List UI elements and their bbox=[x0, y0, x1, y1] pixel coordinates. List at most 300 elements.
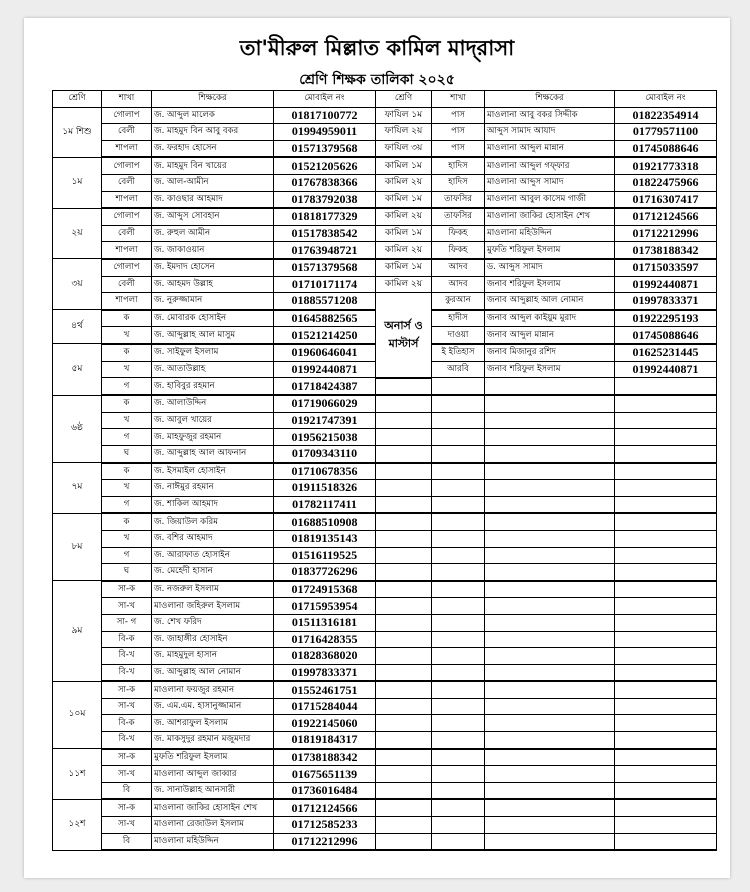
empty-cell bbox=[615, 681, 717, 698]
mobile-cell: 01921747391 bbox=[274, 412, 376, 429]
empty-cell bbox=[432, 429, 485, 446]
table-row bbox=[53, 107, 717, 124]
table-row bbox=[53, 395, 717, 412]
mobile-cell: 01712212996 bbox=[274, 833, 376, 850]
empty-cell bbox=[485, 664, 615, 681]
class-cell: ৫ম bbox=[53, 344, 102, 395]
table-row bbox=[53, 293, 717, 310]
teacher-cell: মাওলানা মহিউদ্দিন bbox=[152, 833, 274, 850]
branch-cell: গোলাপ bbox=[102, 208, 152, 225]
table-row bbox=[53, 782, 717, 799]
branch-cell: সা-খ bbox=[102, 817, 152, 834]
table-row bbox=[53, 581, 717, 598]
document-page bbox=[24, 18, 730, 878]
branch-cell: সা-ক bbox=[102, 749, 152, 766]
branch-cell: হাদিস bbox=[432, 157, 485, 174]
teacher-cell: মাওলানা আব্দুল মান্নান bbox=[485, 140, 615, 157]
table-row bbox=[53, 445, 717, 462]
class-cell: ফাযিল ২য় bbox=[376, 124, 432, 141]
teacher-cell: জনাব শরিফুল ইসলাম bbox=[485, 361, 615, 378]
teacher-cell: জ. ইসমাইল হোসাইন bbox=[152, 463, 274, 480]
table-row bbox=[53, 496, 717, 513]
teacher-cell: জ. আবুল খায়ের bbox=[152, 412, 274, 429]
teacher-cell: মাওলানা ফয়জুর রহমান bbox=[152, 681, 274, 698]
mobile-cell: 01922295193 bbox=[615, 310, 717, 327]
branch-cell: বেলী bbox=[102, 225, 152, 242]
empty-cell bbox=[432, 378, 485, 396]
branch-cell: বি-খ bbox=[102, 648, 152, 665]
empty-cell bbox=[376, 664, 432, 681]
mobile-cell: 01745088646 bbox=[615, 327, 717, 344]
empty-cell bbox=[485, 547, 615, 564]
class-cell: কামিল ২য় bbox=[376, 276, 432, 293]
branch-cell: বেলী bbox=[102, 276, 152, 293]
branch-cell: পাস bbox=[432, 107, 485, 124]
empty-cell bbox=[615, 429, 717, 446]
teacher-cell: জ. জাকাওয়ান bbox=[152, 242, 274, 259]
branch-cell: তাফসির bbox=[432, 191, 485, 208]
empty-cell bbox=[432, 681, 485, 698]
class-cell: ফাযিল ৩য় bbox=[376, 140, 432, 157]
table-row bbox=[53, 225, 717, 242]
mobile-cell: 01822475966 bbox=[615, 174, 717, 191]
branch-cell: ফিকহ bbox=[432, 225, 485, 242]
header-teacher: শিক্ষকের bbox=[152, 91, 274, 108]
empty-cell bbox=[615, 664, 717, 681]
empty-cell bbox=[376, 429, 432, 446]
page-subtitle: শ্রেণি শিক্ষক তালিকা ২০২৫ bbox=[299, 72, 455, 88]
table-row bbox=[53, 817, 717, 834]
mobile-cell: 01516119525 bbox=[274, 547, 376, 564]
empty-cell bbox=[615, 480, 717, 497]
mobile-cell: 01822354914 bbox=[615, 107, 717, 124]
table-row bbox=[53, 242, 717, 259]
empty-cell bbox=[376, 513, 432, 530]
header-branch: শাখা bbox=[102, 91, 152, 108]
empty-cell bbox=[376, 715, 432, 732]
header-teacher: শিক্ষকের bbox=[485, 91, 615, 108]
header-mobile: মোবাইল নং bbox=[615, 91, 717, 108]
teacher-cell: জ. আব্দুল মালেক bbox=[152, 107, 274, 124]
teacher-cell: জ. সানাউল্লাহ আনসারী bbox=[152, 782, 274, 799]
branch-cell: সা-ক bbox=[102, 681, 152, 698]
table-row bbox=[53, 191, 717, 208]
branch-cell: গ bbox=[102, 496, 152, 513]
mobile-cell: 01625231445 bbox=[615, 344, 717, 361]
empty-cell bbox=[485, 496, 615, 513]
branch-cell: ই ইতিহাস bbox=[432, 344, 485, 361]
branch-cell: বি-খ bbox=[102, 664, 152, 681]
table-row bbox=[53, 631, 717, 648]
mobile-cell: 01997833371 bbox=[615, 293, 717, 310]
table-row bbox=[53, 276, 717, 293]
class-cell: ৮ম bbox=[53, 513, 102, 580]
mobile-cell: 01994959011 bbox=[274, 124, 376, 141]
empty-cell bbox=[615, 445, 717, 462]
mobile-cell: 01710171174 bbox=[274, 276, 376, 293]
table-row bbox=[53, 480, 717, 497]
branch-cell: গ bbox=[102, 429, 152, 446]
branch-cell: পাস bbox=[432, 140, 485, 157]
mobile-cell: 01960646041 bbox=[274, 344, 376, 361]
table-row bbox=[53, 681, 717, 698]
empty-cell bbox=[485, 648, 615, 665]
mobile-cell: 01712124566 bbox=[274, 799, 376, 816]
teacher-cell: জ. ফরহাদ হোসেন bbox=[152, 140, 274, 157]
table-row bbox=[53, 513, 717, 530]
empty-cell bbox=[432, 833, 485, 850]
empty-cell bbox=[485, 598, 615, 615]
teacher-cell: মাওলানা আব্দুল গফ্ফার bbox=[485, 157, 615, 174]
empty-cell bbox=[485, 564, 615, 581]
class-cell: কামিল ১ম bbox=[376, 157, 432, 174]
table-row bbox=[53, 412, 717, 429]
teacher-cell: জ. নাঈমুর রহমান bbox=[152, 480, 274, 497]
mobile-cell: 01779571100 bbox=[615, 124, 717, 141]
teacher-cell: জনাব আব্দুল্লাহ আল নোমান bbox=[485, 293, 615, 310]
empty-cell bbox=[485, 480, 615, 497]
mobile-cell: 01716307417 bbox=[615, 191, 717, 208]
empty-cell bbox=[432, 530, 485, 547]
branch-cell: কুরআন bbox=[432, 293, 485, 310]
empty-cell bbox=[376, 530, 432, 547]
empty-cell bbox=[376, 412, 432, 429]
branch-cell: সা-ক bbox=[102, 799, 152, 816]
branch-cell: খ bbox=[102, 361, 152, 378]
mobile-cell: 01710678356 bbox=[274, 463, 376, 480]
teacher-cell: জ. মাহফুজুর রহমান bbox=[152, 429, 274, 446]
mobile-cell: 01819184317 bbox=[274, 732, 376, 749]
empty-cell bbox=[485, 395, 615, 412]
table-body bbox=[53, 107, 717, 850]
teacher-cell: জ. আতাউল্লাহ bbox=[152, 361, 274, 378]
class-cell: ১২শ bbox=[53, 799, 102, 850]
empty-cell bbox=[485, 766, 615, 783]
branch-cell: বেলী bbox=[102, 124, 152, 141]
branch-cell: বি bbox=[102, 782, 152, 799]
mobile-cell: 01767838366 bbox=[274, 174, 376, 191]
class-cell: ৭ম bbox=[53, 463, 102, 514]
class-cell: কামিল ১ম bbox=[376, 225, 432, 242]
table-row bbox=[53, 564, 717, 581]
empty-cell bbox=[376, 564, 432, 581]
branch-cell: খ bbox=[102, 412, 152, 429]
teacher-cell: জ. নুরুজ্জামান bbox=[152, 293, 274, 310]
empty-cell bbox=[432, 799, 485, 816]
teacher-cell: জ. জাহাঙ্গীর হোসাইন bbox=[152, 631, 274, 648]
branch-cell: শাপলা bbox=[102, 242, 152, 259]
branch-cell: বেলী bbox=[102, 174, 152, 191]
teacher-cell: জ. আল-আমীন bbox=[152, 174, 274, 191]
empty-cell bbox=[615, 631, 717, 648]
empty-cell bbox=[485, 631, 615, 648]
branch-cell: ঘ bbox=[102, 564, 152, 581]
teacher-cell: মাওলানা আব্দুল জাব্বার bbox=[152, 766, 274, 783]
empty-cell bbox=[376, 445, 432, 462]
teacher-cell: মুফতি শরিফুল ইসলাম bbox=[152, 749, 274, 766]
teacher-cell: জ. বশির আহমাদ bbox=[152, 530, 274, 547]
branch-cell: তাফসির bbox=[432, 208, 485, 225]
empty-cell bbox=[485, 513, 615, 530]
teacher-cell: মাওলানা আবুল কাসেম গাজী bbox=[485, 191, 615, 208]
class-cell: ৯ম bbox=[53, 581, 102, 682]
empty-cell bbox=[615, 799, 717, 816]
mobile-cell: 01675651139 bbox=[274, 766, 376, 783]
branch-cell: বি-ক bbox=[102, 631, 152, 648]
teacher-cell: জ. হাবিবুর রহমান bbox=[152, 378, 274, 396]
empty-cell bbox=[615, 833, 717, 850]
mobile-cell: 01521205626 bbox=[274, 157, 376, 174]
table-row bbox=[53, 463, 717, 480]
class-cell: ফাযিল ১ম bbox=[376, 107, 432, 124]
branch-cell: ফিকহ bbox=[432, 242, 485, 259]
teacher-cell: জ. মাহমুদ বিন খায়ের bbox=[152, 157, 274, 174]
mobile-cell: 01782117411 bbox=[274, 496, 376, 513]
table-header-row bbox=[53, 91, 717, 108]
empty-cell bbox=[485, 445, 615, 462]
empty-cell bbox=[432, 412, 485, 429]
table-row bbox=[53, 664, 717, 681]
class-cell: কামিল ১ম bbox=[376, 191, 432, 208]
empty-cell bbox=[376, 648, 432, 665]
mobile-cell: 01715284044 bbox=[274, 698, 376, 715]
teacher-cell: মাওলানা জাকির হোসাইন শেখ bbox=[152, 799, 274, 816]
teacher-cell: মাওলানা জাকির হোসাইন শেখ bbox=[485, 208, 615, 225]
teacher-cell: মাওলানা রেজাউল ইসলাম bbox=[152, 817, 274, 834]
teacher-cell: জ. মাহমুদুল হাসান bbox=[152, 648, 274, 665]
mobile-cell: 01736016484 bbox=[274, 782, 376, 799]
table-row bbox=[53, 124, 717, 141]
teacher-cell: মুফতি শরিফুল ইসলাম bbox=[485, 242, 615, 259]
empty-cell bbox=[615, 412, 717, 429]
empty-cell bbox=[376, 395, 432, 412]
branch-cell: ক bbox=[102, 310, 152, 327]
empty-cell bbox=[432, 766, 485, 783]
teacher-cell: জ. জিয়াউল করিম bbox=[152, 513, 274, 530]
branch-cell: শাপলা bbox=[102, 140, 152, 157]
mobile-cell: 01719066029 bbox=[274, 395, 376, 412]
teacher-cell: জ. কাওছার আহমাদ bbox=[152, 191, 274, 208]
empty-cell bbox=[432, 395, 485, 412]
branch-cell: গ bbox=[102, 378, 152, 396]
table-row bbox=[53, 698, 717, 715]
mobile-cell: 01688510908 bbox=[274, 513, 376, 530]
teacher-cell: জনাব আব্দুল মান্নান bbox=[485, 327, 615, 344]
class-cell: ১ম শিশু bbox=[53, 107, 102, 157]
empty-cell bbox=[432, 564, 485, 581]
mobile-cell: 01745088646 bbox=[615, 140, 717, 157]
empty-cell bbox=[485, 581, 615, 598]
class-cell: কামিল ২য় bbox=[376, 174, 432, 191]
mobile-cell: 01724915368 bbox=[274, 581, 376, 598]
empty-cell bbox=[376, 749, 432, 766]
empty-cell bbox=[376, 681, 432, 698]
empty-cell bbox=[376, 614, 432, 631]
table-row bbox=[53, 749, 717, 766]
branch-cell: ক bbox=[102, 395, 152, 412]
empty-cell bbox=[376, 378, 432, 396]
empty-cell bbox=[615, 749, 717, 766]
empty-cell bbox=[432, 648, 485, 665]
branch-cell: ক bbox=[102, 513, 152, 530]
header-class: শ্রেণি bbox=[376, 91, 432, 108]
empty-cell bbox=[432, 581, 485, 598]
mobile-cell: 01817100772 bbox=[274, 107, 376, 124]
class-cell: ২য় bbox=[53, 208, 102, 259]
empty-cell bbox=[376, 480, 432, 497]
empty-cell bbox=[615, 564, 717, 581]
empty-cell bbox=[432, 463, 485, 480]
mobile-cell: 01818177329 bbox=[274, 208, 376, 225]
empty-cell bbox=[376, 766, 432, 783]
teacher-cell: জ. আব্দুল্লাহ আল মাসুম bbox=[152, 327, 274, 344]
teacher-cell: জ. এম.এম. হাসানুজ্জামান bbox=[152, 698, 274, 715]
mobile-cell: 01992440871 bbox=[274, 361, 376, 378]
empty-cell bbox=[432, 732, 485, 749]
empty-cell bbox=[376, 547, 432, 564]
class-cell: ১ম bbox=[53, 157, 102, 208]
mobile-cell: 01783792038 bbox=[274, 191, 376, 208]
empty-cell bbox=[432, 698, 485, 715]
empty-cell bbox=[432, 614, 485, 631]
teacher-cell: জ. শেখ ফরিদ bbox=[152, 614, 274, 631]
branch-cell: ক bbox=[102, 344, 152, 361]
mobile-cell: 01956215038 bbox=[274, 429, 376, 446]
teacher-cell: জ. আব্দুস সোবহান bbox=[152, 208, 274, 225]
class-cell: ১১শ bbox=[53, 749, 102, 800]
empty-cell bbox=[432, 513, 485, 530]
mobile-cell: 01837726296 bbox=[274, 564, 376, 581]
branch-cell: খ bbox=[102, 530, 152, 547]
teacher-cell: জ. আরাফাত হোসাইন bbox=[152, 547, 274, 564]
branch-cell: গোলাপ bbox=[102, 157, 152, 174]
empty-cell bbox=[376, 581, 432, 598]
mobile-cell: 01921773318 bbox=[615, 157, 717, 174]
mobile-cell: 01992440871 bbox=[615, 276, 717, 293]
empty-cell bbox=[376, 782, 432, 799]
mobile-cell: 01552461751 bbox=[274, 681, 376, 698]
mobile-cell: 01715953954 bbox=[274, 598, 376, 615]
empty-cell bbox=[615, 496, 717, 513]
branch-cell: বি-খ bbox=[102, 732, 152, 749]
header-mobile: মোবাইল নং bbox=[274, 91, 376, 108]
empty-cell bbox=[485, 378, 615, 396]
mobile-cell: 01709343110 bbox=[274, 445, 376, 462]
teacher-cell: জ. মাহমুদ বিন আবু বকর bbox=[152, 124, 274, 141]
empty-cell bbox=[376, 496, 432, 513]
table-row bbox=[53, 614, 717, 631]
empty-cell bbox=[376, 817, 432, 834]
table-row bbox=[53, 715, 717, 732]
mobile-cell: 01712585233 bbox=[274, 817, 376, 834]
teacher-cell: জ. সাইফুল ইসলাম bbox=[152, 344, 274, 361]
class-cell: ৩য় bbox=[53, 259, 102, 310]
empty-cell bbox=[615, 530, 717, 547]
branch-cell: দাওয়া bbox=[432, 327, 485, 344]
empty-cell bbox=[485, 817, 615, 834]
empty-cell bbox=[432, 715, 485, 732]
empty-cell bbox=[615, 732, 717, 749]
branch-cell: হাদীস bbox=[432, 310, 485, 327]
mobile-cell: 01922145060 bbox=[274, 715, 376, 732]
teacher-cell: জ. মোবারক হোসাইন bbox=[152, 310, 274, 327]
branch-cell: ঘ bbox=[102, 445, 152, 462]
empty-cell bbox=[615, 766, 717, 783]
empty-cell bbox=[615, 817, 717, 834]
teacher-cell: ড. আব্দুস সামাদ bbox=[485, 259, 615, 276]
branch-cell: আদব bbox=[432, 276, 485, 293]
branch-cell: গ bbox=[102, 547, 152, 564]
empty-cell bbox=[485, 698, 615, 715]
branch-cell: আরবি bbox=[432, 361, 485, 378]
page-title: তা'মীরুল মিল্লাত কামিল মাদ্‌রাসা bbox=[239, 36, 515, 60]
teacher-cell: জ. আলাউদ্দিন bbox=[152, 395, 274, 412]
empty-cell bbox=[485, 732, 615, 749]
mobile-cell: 01997833371 bbox=[274, 664, 376, 681]
empty-cell bbox=[432, 782, 485, 799]
table-row bbox=[53, 833, 717, 850]
table-row bbox=[53, 766, 717, 783]
mobile-cell: 01763948721 bbox=[274, 242, 376, 259]
table-row bbox=[53, 208, 717, 225]
branch-cell: শাপলা bbox=[102, 191, 152, 208]
branch-cell: সা-খ bbox=[102, 766, 152, 783]
table-row bbox=[53, 259, 717, 276]
teacher-cell: জ. মেহেদী হাসান bbox=[152, 564, 274, 581]
teacher-cell: জনাব শরিফুল ইসলাম bbox=[485, 276, 615, 293]
branch-cell: সা-খ bbox=[102, 698, 152, 715]
teacher-cell: জ. রুহুল আমীন bbox=[152, 225, 274, 242]
empty-cell bbox=[615, 782, 717, 799]
branch-cell: গোলাপ bbox=[102, 107, 152, 124]
teacher-cell: জ. ইমদাদ হোসেন bbox=[152, 259, 274, 276]
empty-cell bbox=[485, 799, 615, 816]
mobile-cell: 01712124566 bbox=[615, 208, 717, 225]
mobile-cell: 01738188342 bbox=[615, 242, 717, 259]
empty-cell bbox=[432, 817, 485, 834]
mobile-cell: 01738188342 bbox=[274, 749, 376, 766]
empty-cell bbox=[615, 378, 717, 396]
empty-cell bbox=[376, 732, 432, 749]
empty-cell bbox=[432, 749, 485, 766]
class-cell: ১০ম bbox=[53, 681, 102, 748]
header-branch: শাখা bbox=[432, 91, 485, 108]
table-row bbox=[53, 157, 717, 174]
empty-cell bbox=[432, 445, 485, 462]
mobile-cell: 01716428355 bbox=[274, 631, 376, 648]
empty-cell bbox=[615, 715, 717, 732]
teacher-cell: জ. নজরুল ইসলাম bbox=[152, 581, 274, 598]
table-row bbox=[53, 547, 717, 564]
empty-cell bbox=[376, 833, 432, 850]
teacher-cell: মাওলানা আব্দুস সামাদ bbox=[485, 174, 615, 191]
class-cell: কামিল ২য় bbox=[376, 208, 432, 225]
branch-cell: খ bbox=[102, 480, 152, 497]
mobile-cell: 01828368020 bbox=[274, 648, 376, 665]
empty-cell bbox=[485, 530, 615, 547]
mobile-cell: 01511316181 bbox=[274, 614, 376, 631]
teacher-cell: মাওলানা জহিরুল ইসলাম bbox=[152, 598, 274, 615]
empty-cell bbox=[432, 547, 485, 564]
teacher-table bbox=[52, 90, 717, 851]
empty-cell bbox=[485, 614, 615, 631]
empty-cell bbox=[615, 547, 717, 564]
empty-cell bbox=[485, 782, 615, 799]
class-cell: কামিল ১ম bbox=[376, 259, 432, 276]
empty-cell bbox=[615, 581, 717, 598]
empty-cell bbox=[432, 664, 485, 681]
empty-cell bbox=[615, 395, 717, 412]
